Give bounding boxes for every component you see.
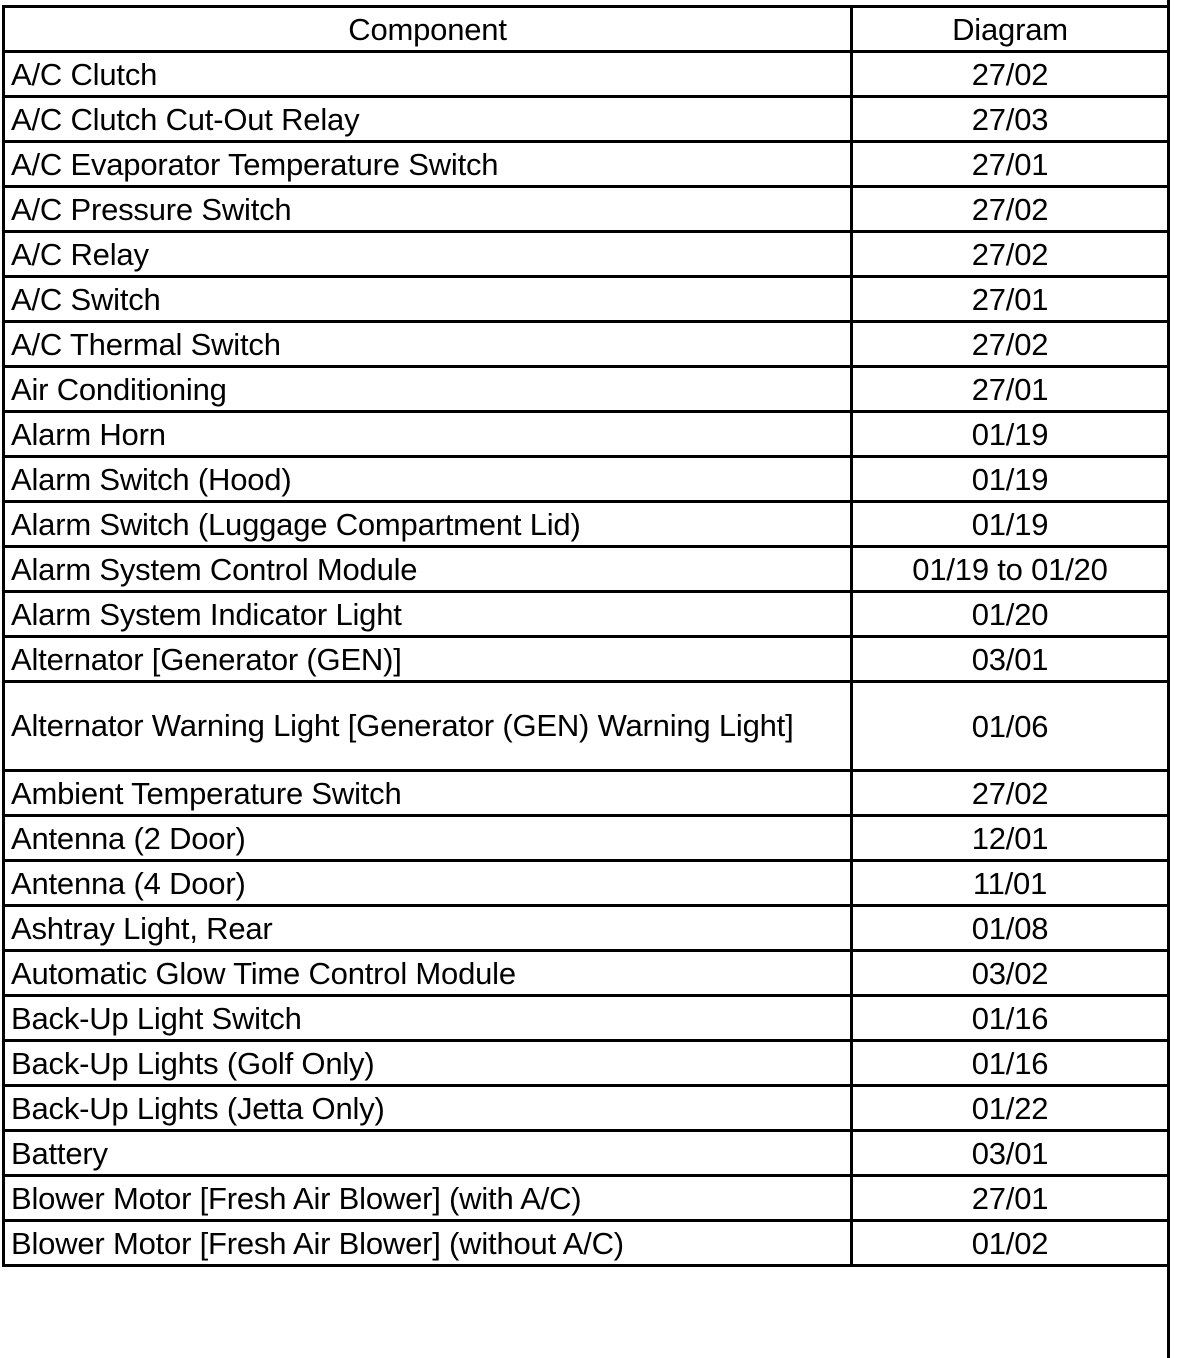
- table-row: [4, 142, 1169, 187]
- component-cell: Alternator Warning Light [Generator (GEN) Warning Light]: [4, 682, 852, 771]
- diagram-cell: 03/02: [852, 951, 1169, 996]
- diagram-cell: 01/19: [852, 502, 1169, 547]
- diagram-cell: 27/01: [852, 142, 1169, 187]
- table-row: [4, 861, 1169, 906]
- table-row: [4, 367, 1169, 412]
- table-row: [4, 637, 1169, 682]
- component-cell: A/C Relay: [4, 232, 852, 277]
- diagram-cell: 27/01: [852, 367, 1169, 412]
- component-index-table: [2, 5, 1170, 1267]
- table-row: [4, 547, 1169, 592]
- table-row: [4, 906, 1169, 951]
- component-cell: Antenna (2 Door): [4, 816, 852, 861]
- component-cell: Blower Motor [Fresh Air Blower] (without A/C): [4, 1221, 852, 1266]
- diagram-cell: 27/02: [852, 52, 1169, 97]
- table-row: [4, 1131, 1169, 1176]
- component-cell: Battery: [4, 1131, 852, 1176]
- diagram-cell: 12/01: [852, 816, 1169, 861]
- table-row: [4, 1176, 1169, 1221]
- diagram-cell: 27/01: [852, 1176, 1169, 1221]
- diagram-cell: 01/02: [852, 1221, 1169, 1266]
- component-cell: Alarm System Control Module: [4, 547, 852, 592]
- table-row: [4, 1221, 1169, 1266]
- table-row: [4, 457, 1169, 502]
- diagram-cell: 01/22: [852, 1086, 1169, 1131]
- table-row: [4, 97, 1169, 142]
- diagram-cell: 27/02: [852, 187, 1169, 232]
- diagram-cell: 01/19: [852, 412, 1169, 457]
- component-column-header: Component: [4, 7, 852, 52]
- diagram-cell: 01/16: [852, 1041, 1169, 1086]
- diagram-cell: 11/01: [852, 861, 1169, 906]
- diagram-cell: 27/02: [852, 771, 1169, 816]
- table-row: [4, 816, 1169, 861]
- component-cell: A/C Evaporator Temperature Switch: [4, 142, 852, 187]
- table-row: [4, 592, 1169, 637]
- table-row: [4, 322, 1169, 367]
- page-edge-line: [1167, 0, 1170, 1358]
- component-cell: Back-Up Light Switch: [4, 996, 852, 1041]
- table-row: [4, 277, 1169, 322]
- table-row: [4, 1041, 1169, 1086]
- diagram-cell: 27/03: [852, 97, 1169, 142]
- table-row: [4, 996, 1169, 1041]
- component-cell: Ambient Temperature Switch: [4, 771, 852, 816]
- component-cell: Alternator [Generator (GEN)]: [4, 637, 852, 682]
- diagram-cell: 03/01: [852, 637, 1169, 682]
- diagram-cell: 01/16: [852, 996, 1169, 1041]
- diagram-cell: 27/02: [852, 322, 1169, 367]
- table-row: [4, 502, 1169, 547]
- diagram-cell: 03/01: [852, 1131, 1169, 1176]
- component-cell: A/C Switch: [4, 277, 852, 322]
- component-cell: A/C Pressure Switch: [4, 187, 852, 232]
- diagram-cell: 01/06: [852, 682, 1169, 771]
- diagram-cell: 01/20: [852, 592, 1169, 637]
- table-row: [4, 187, 1169, 232]
- component-cell: Alarm System Indicator Light: [4, 592, 852, 637]
- table-row: [4, 951, 1169, 996]
- diagram-cell: 27/02: [852, 232, 1169, 277]
- component-cell: A/C Clutch: [4, 52, 852, 97]
- component-cell: Blower Motor [Fresh Air Blower] (with A/C): [4, 1176, 852, 1221]
- component-cell: Antenna (4 Door): [4, 861, 852, 906]
- component-cell: A/C Thermal Switch: [4, 322, 852, 367]
- component-cell: Back-Up Lights (Golf Only): [4, 1041, 852, 1086]
- component-cell: A/C Clutch Cut-Out Relay: [4, 97, 852, 142]
- diagram-column-header: Diagram: [852, 7, 1169, 52]
- component-cell: Automatic Glow Time Control Module: [4, 951, 852, 996]
- table-row: [4, 412, 1169, 457]
- component-cell: Alarm Switch (Luggage Compartment Lid): [4, 502, 852, 547]
- diagram-cell: 01/19 to 01/20: [852, 547, 1169, 592]
- diagram-cell: 27/01: [852, 277, 1169, 322]
- diagram-cell: 01/19: [852, 457, 1169, 502]
- component-cell: Back-Up Lights (Jetta Only): [4, 1086, 852, 1131]
- header-row: [4, 7, 1169, 52]
- table-row: [4, 232, 1169, 277]
- diagram-cell: 01/08: [852, 906, 1169, 951]
- table-row: [4, 1086, 1169, 1131]
- component-cell: Alarm Horn: [4, 412, 852, 457]
- table-row: [4, 771, 1169, 816]
- component-cell: Air Conditioning: [4, 367, 852, 412]
- table-row: [4, 682, 1169, 771]
- component-cell: Ashtray Light, Rear: [4, 906, 852, 951]
- component-cell: Alarm Switch (Hood): [4, 457, 852, 502]
- table-row: [4, 52, 1169, 97]
